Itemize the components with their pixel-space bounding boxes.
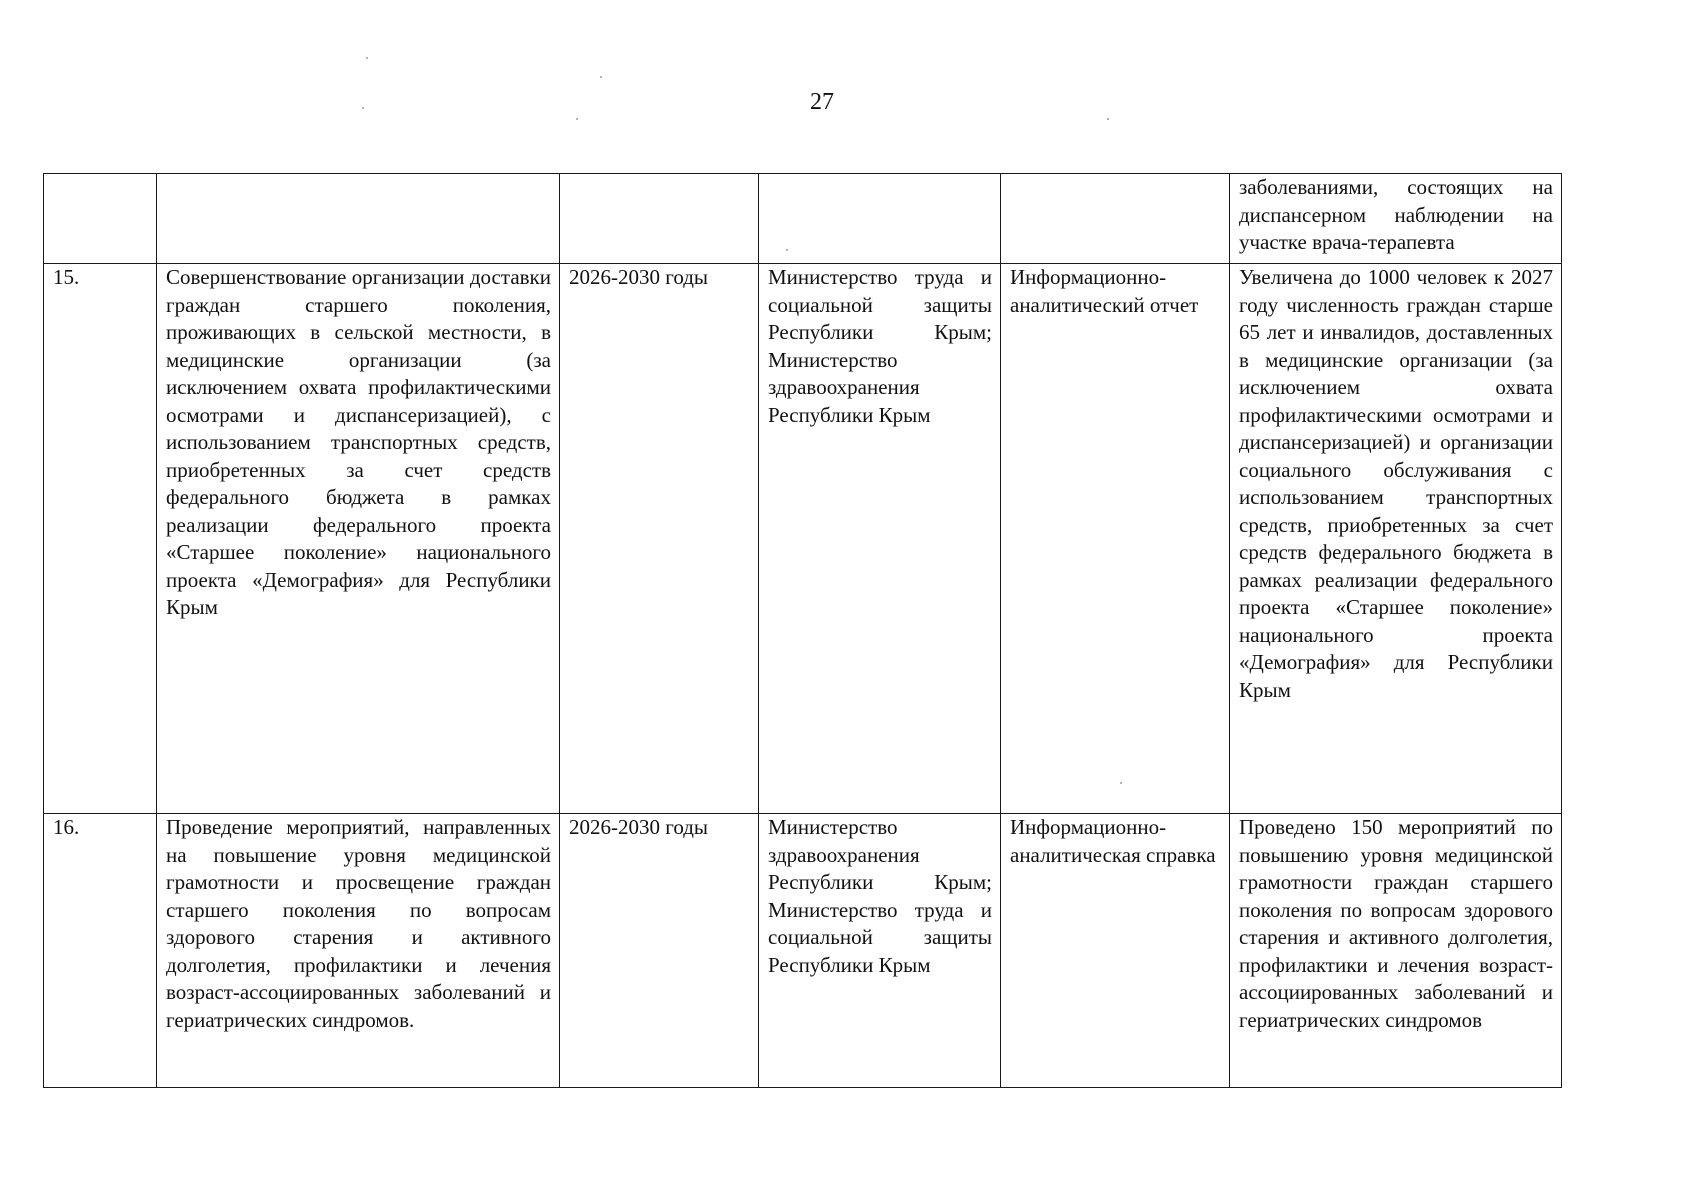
activity-cell: Проведение мероприятий, направленных на повышение уровня медицинской грамотности и просвещение граждан старшего поколения по вопросам здорового старения и активного долголетия, профилактики и лечения возраст-ассоциированных заболеваний и гериатрических синдромов.	[157, 814, 560, 1088]
scan-speck	[362, 107, 364, 109]
table-row	[44, 264, 1562, 814]
result-cell: Увеличена до 1000 человек к 2027 году численность граждан старше 65 лет и инвалидов, доставленных в медицинские организации (за исключением охвата профилактическими осмотрами и диспансеризацией) и организации социального обслуживания с использованием транспортных средств, приобретенных за счет средств федерального бюджета в рамках реализации федерального проекта «Старшее поколение» национального проекта «Демография» для Республики Крым	[1230, 264, 1562, 814]
report-form-cell: Информационно-аналитический отчет	[1001, 264, 1230, 814]
period-cell: 2026-2030 годы	[560, 814, 759, 1088]
scan-speck	[786, 249, 788, 251]
period-cell: 2026-2030 годы	[560, 264, 759, 814]
scan-speck	[600, 76, 602, 78]
page-number: 27	[810, 89, 834, 115]
scan-speck	[366, 57, 368, 59]
table-row	[44, 814, 1562, 1088]
row-number-cell: 15.	[44, 264, 157, 814]
executor-cell: Министерство здравоохранения Республики Крым; Министерство труда и социальной защиты Республики Крым	[759, 814, 1001, 1088]
row-number-cell: 16.	[44, 814, 157, 1088]
scan-speck	[1107, 118, 1109, 120]
report-form-cell: Информационно-аналитическая справка	[1001, 814, 1230, 1088]
scan-speck	[1120, 782, 1122, 784]
executor-cell	[759, 174, 1001, 264]
executor-cell: Министерство труда и социальной защиты Республики Крым; Министерство здравоохранения Республики Крым	[759, 264, 1001, 814]
activity-cell	[157, 174, 560, 264]
table-row	[44, 174, 1562, 264]
period-cell	[560, 174, 759, 264]
report-form-cell	[1001, 174, 1230, 264]
measures-table	[43, 173, 1562, 1088]
activity-cell: Совершенствование организации доставки граждан старшего поколения, проживающих в сельской местности, в медицинские организации (за исключением охвата профилактическими осмотрами и диспансеризацией), с использованием транспортных средств, приобретенных за счет средств федерального бюджета в рамках реализации федерального проекта «Старшее поколение» национального проекта «Демография» для Республики Крым	[157, 264, 560, 814]
row-number-cell	[44, 174, 157, 264]
scan-speck	[576, 118, 578, 120]
result-cell: Проведено 150 мероприятий по повышению уровня медицинской грамотности граждан старшего поколения по вопросам здорового старения и активного долголетия, профилактики и лечения возраст-ассоциированных заболеваний и гериатрических синдромов	[1230, 814, 1562, 1088]
result-cell: заболеваниями, состоящих на диспансерном наблюдении на участке врача-терапевта	[1230, 174, 1562, 264]
